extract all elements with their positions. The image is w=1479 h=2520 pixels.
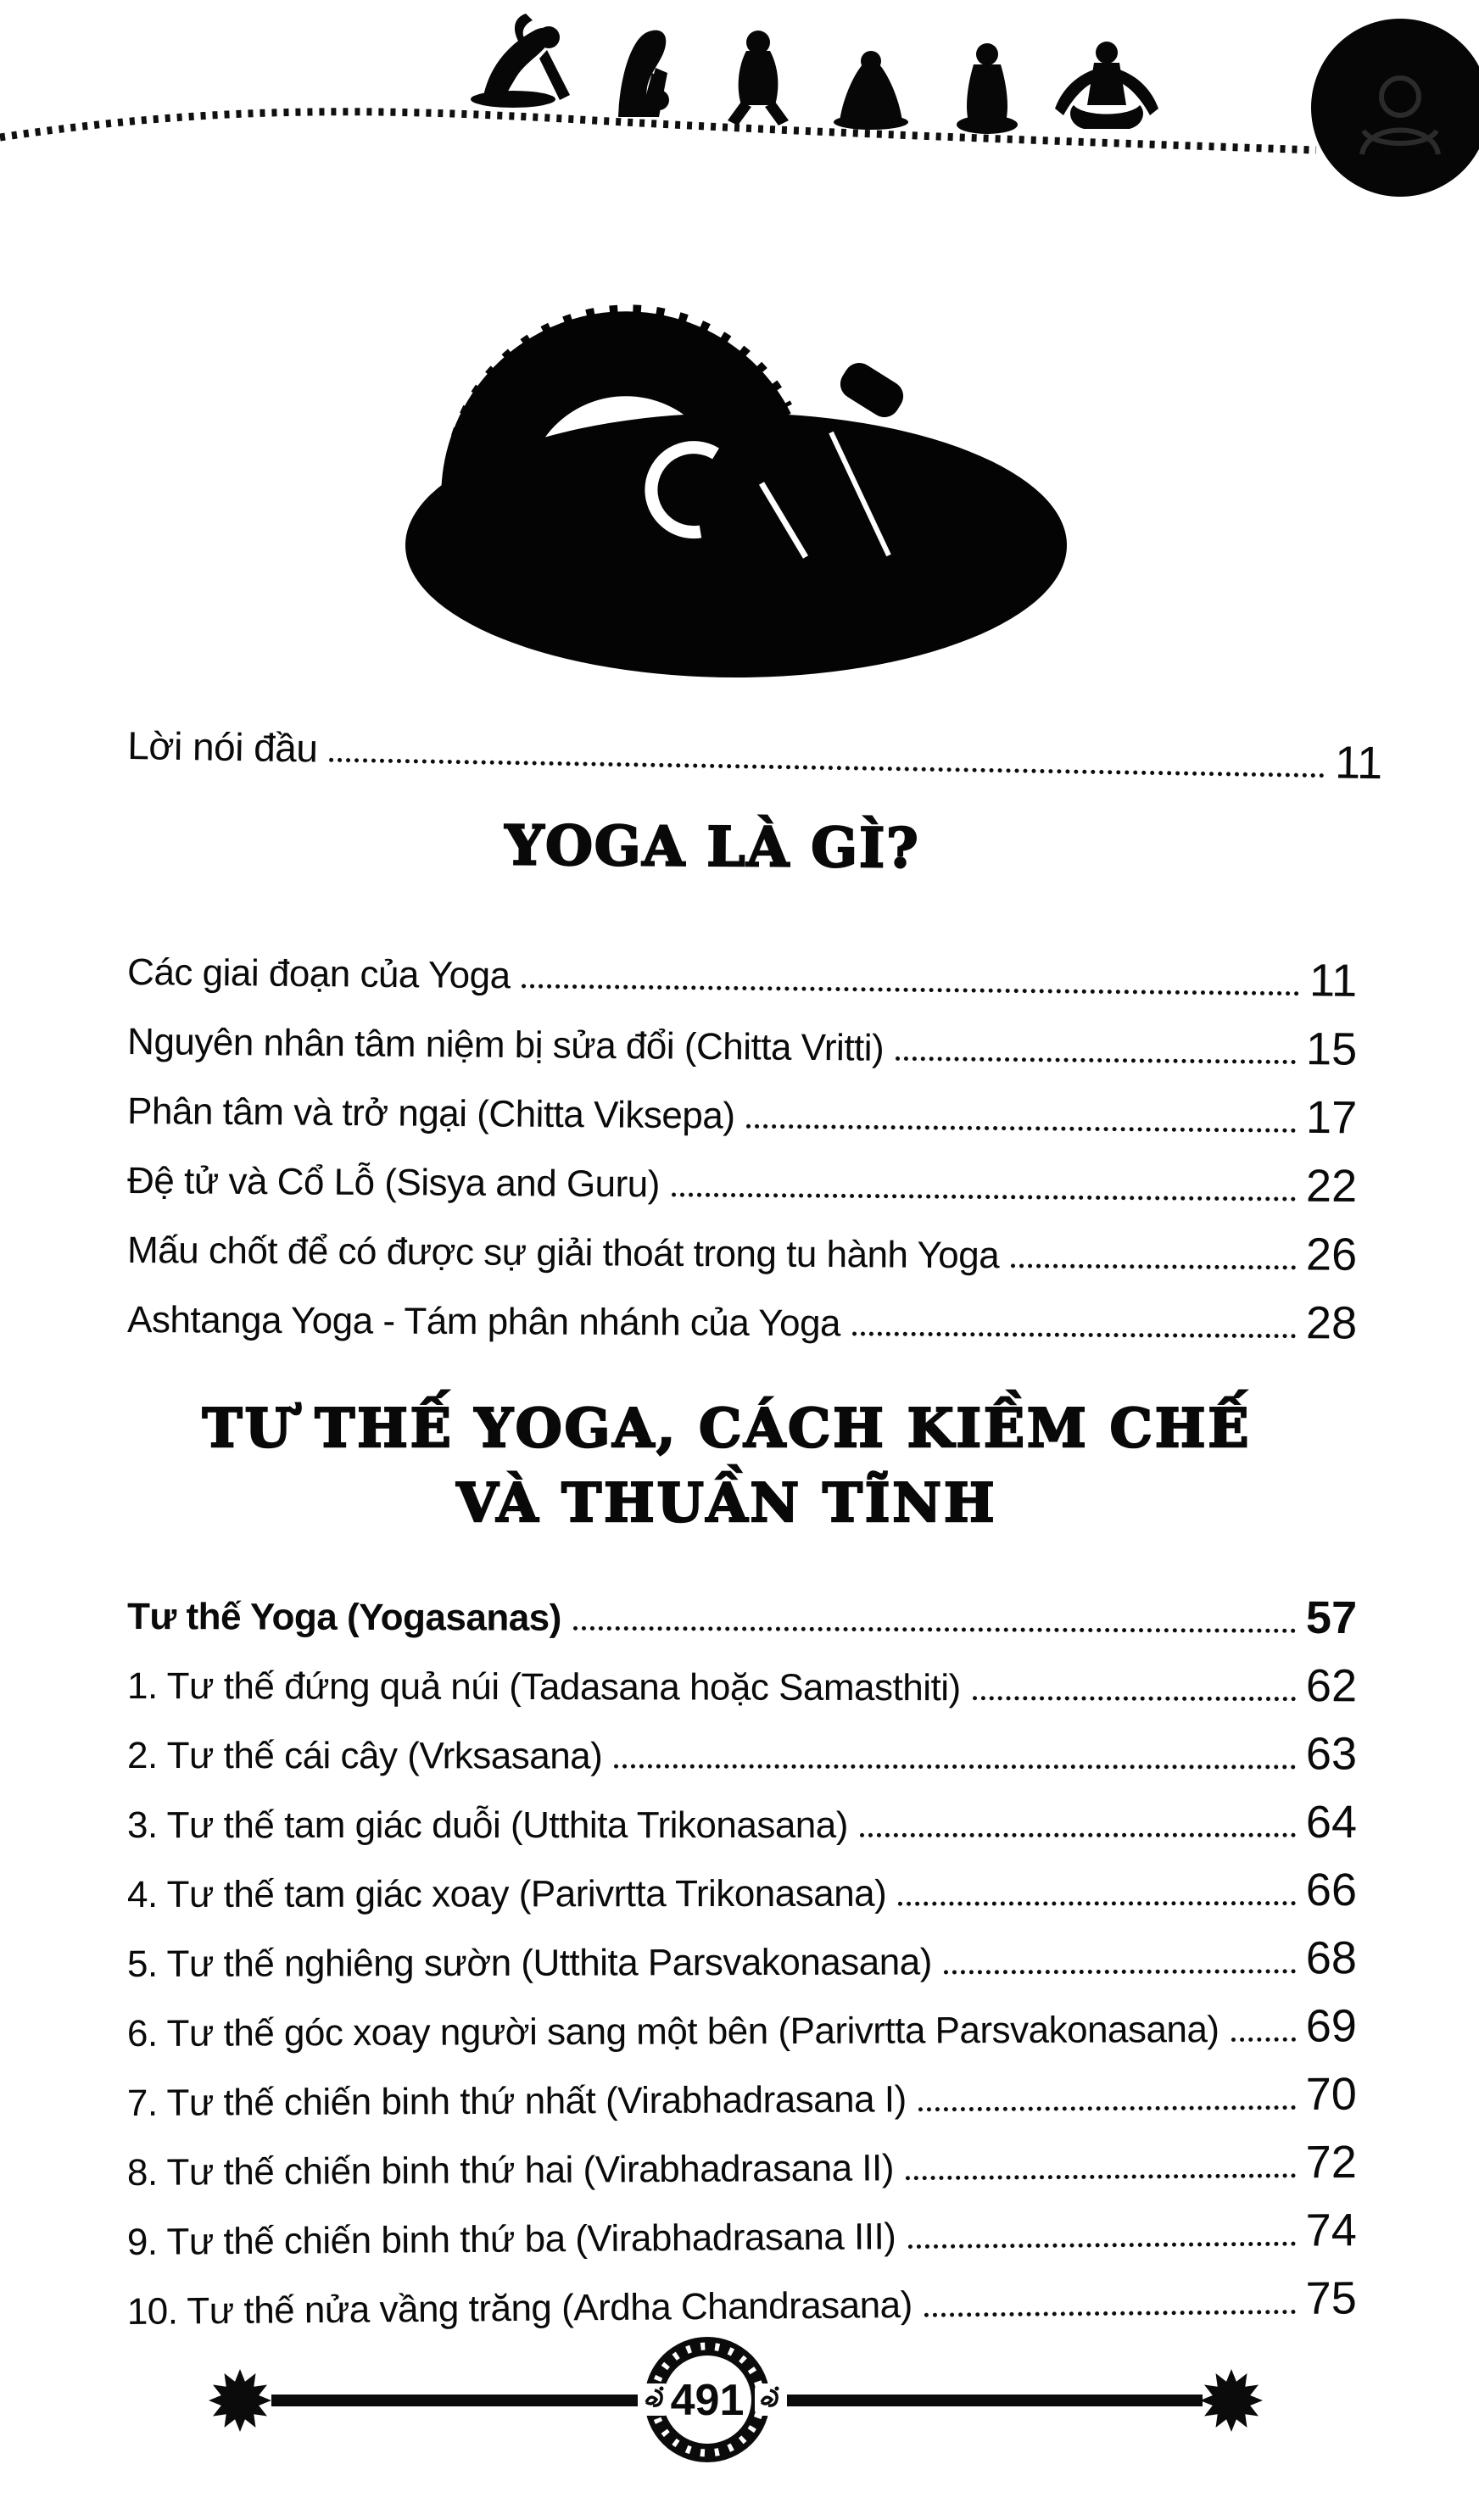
dotted-leader <box>672 1192 1296 1201</box>
toc-entry-label: Ashtanga Yoga - Tám phân nhánh của Yoga <box>126 1299 841 1345</box>
section-1-title: YOGA LÀ GÌ? <box>505 814 920 881</box>
toc-row <box>126 2056 1358 2124</box>
toc-entry-label: 8. Tư thế chiến binh thứ hai (Virabhadrasana II) <box>126 2147 895 2194</box>
toc-entry-page-number: 17 <box>1305 1091 1358 1144</box>
toc-row <box>126 1784 1358 1848</box>
dotted-leader <box>522 984 1299 995</box>
faint-meditator-icon <box>1311 19 1479 197</box>
dotted-leader <box>1011 1263 1296 1269</box>
toc-entry-label: 4. Tư thế tam giác xoay (Parivrtta Trikonasana) <box>126 1872 887 1915</box>
toc-row <box>126 1070 1358 1144</box>
footer-page-number: 491 <box>670 2376 745 2425</box>
toc-entry-label: Phân tâm và trở ngại (Chitta Viksepa) <box>126 1090 735 1137</box>
toc-entry-page-number: 74 <box>1305 2205 1358 2256</box>
toc-row <box>126 1714 1358 1780</box>
garland-squat-icon <box>728 31 789 125</box>
child-pose-icon <box>834 51 908 130</box>
toc-row <box>126 2260 1358 2333</box>
dotted-leader <box>329 758 1325 778</box>
page-number-medallion <box>638 2337 787 2462</box>
dotted-leader <box>614 1765 1296 1770</box>
dotted-leader <box>924 2310 1296 2317</box>
starburst-left-icon <box>209 2369 271 2432</box>
toc-entry-page-number: 70 <box>1305 2068 1358 2120</box>
yoga-pose-icon-strip <box>458 5 1187 145</box>
dotted-leader <box>852 1331 1296 1338</box>
toc-entry-page-number: 57 <box>1305 1592 1358 1644</box>
toc-entry-label: Các giai đoạn của Yoga <box>126 951 511 997</box>
standing-forward-fold-icon <box>618 31 669 117</box>
toc-row <box>126 1279 1358 1349</box>
lotus-meditation-icon <box>1055 42 1158 129</box>
om-seal-left-icon <box>638 2383 670 2416</box>
toc-row <box>126 705 1383 789</box>
kneeling-meditation-icon <box>957 43 1018 134</box>
footer-divider <box>0 2328 1479 2506</box>
toc-row <box>126 1920 1358 1985</box>
section-2-title-line-2: VÀ THUẦN TĨNH <box>456 1471 997 1534</box>
toc-row <box>126 1140 1358 1213</box>
toc-list-section-2 <box>126 1575 1358 2333</box>
toc-entry-page-number: 72 <box>1305 2136 1358 2188</box>
dotted-leader <box>973 1696 1296 1701</box>
dotted-leader <box>573 1626 1296 1633</box>
toc-row <box>126 1852 1358 1916</box>
yoga-figure-oval-emblem <box>397 276 1067 678</box>
toc-entry-page-number: 68 <box>1305 1932 1358 1984</box>
toc-row <box>126 1645 1358 1712</box>
toc-entry-label: 9. Tư thế chiến binh thứ ba (Virabhadrasana III) <box>126 2216 896 2263</box>
toc-entry-page-number: 11 <box>1334 737 1383 789</box>
toc-entry-label: 6. Tư thế góc xoay người sang một bên (Parivrtta Parsvakonasana) <box>126 2009 1219 2054</box>
toc-entry-label: Đệ tử và Cổ Lỗ (Sisya and Guru) <box>126 1160 661 1206</box>
meditation-circle-emblem <box>1311 19 1479 197</box>
toc-row <box>126 1001 1358 1075</box>
section-2-title-line-1: TƯ THẾ YOGA, CÁCH KIỀM CHẾ <box>202 1397 1252 1459</box>
toc-entry-label: Mấu chốt để có được sự giải thoát trong tu hành Yoga <box>126 1229 1000 1277</box>
footer-rule-right <box>770 2395 1203 2406</box>
toc-entry-label: 2. Tư thế cái cây (Vrksasana) <box>126 1735 603 1777</box>
dotted-leader <box>907 2242 1295 2249</box>
toc-entry-page-number: 15 <box>1305 1023 1358 1075</box>
starburst-right-icon <box>1200 2369 1263 2432</box>
toc-entry-page-number: 62 <box>1305 1660 1358 1712</box>
toc-entry-label: 3. Tư thế tam giác duỗi (Utthita Trikonasana) <box>126 1804 848 1846</box>
toc-entry-label: Lời nói đầu <box>126 723 318 771</box>
toc-row <box>126 931 1358 1006</box>
toc-entry-page-number: 64 <box>1305 1796 1358 1848</box>
toc-entry-label: Tư thế Yoga (Yogasanas) <box>126 1596 561 1639</box>
seated-forward-bend-icon <box>471 14 570 108</box>
toc-row <box>126 1209 1358 1280</box>
toc-entry-page-number: 63 <box>1305 1728 1358 1780</box>
toc-row <box>126 2124 1358 2194</box>
dotted-leader <box>906 2173 1296 2180</box>
toc-entry-label: 7. Tư thế chiến binh thứ nhất (Virabhadrasana I) <box>126 2078 907 2124</box>
om-seal-right-icon <box>755 2383 787 2416</box>
toc-entry-page-number: 26 <box>1305 1229 1358 1280</box>
toc-entry-page-number: 66 <box>1305 1864 1358 1916</box>
dotted-leader <box>896 1057 1296 1064</box>
toc-entry-label: 1. Tư thế đứng quả núi (Tadasana hoặc Samasthiti) <box>126 1665 961 1709</box>
toc-entry-page-number: 75 <box>1305 2272 1358 2324</box>
toc-row <box>126 1988 1358 2054</box>
footer-rule-left <box>271 2395 645 2406</box>
toc-row <box>126 1575 1358 1644</box>
dotted-leader <box>1231 2038 1296 2042</box>
toc-entry-page-number: 11 <box>1309 955 1358 1006</box>
toc-list-section-1 <box>126 931 1358 1349</box>
dotted-leader <box>944 1969 1296 1974</box>
toc-list-preface <box>126 705 1383 789</box>
toc-entry-page-number: 69 <box>1305 2000 1358 2052</box>
toc-entry-label: Nguyên nhân tâm niệm bị sửa đổi (Chitta Vritti) <box>126 1021 885 1069</box>
toc-row <box>126 2192 1358 2263</box>
dotted-leader <box>918 2105 1296 2111</box>
toc-entry-label: 5. Tư thế nghiêng sườn (Utthita Parsvakonasana) <box>126 1941 932 1985</box>
section-2-title <box>0 1391 1479 1540</box>
dotted-leader <box>860 1833 1296 1837</box>
dotted-leader <box>746 1124 1296 1133</box>
toc-entry-page-number: 28 <box>1305 1297 1358 1349</box>
toc-entry-page-number: 22 <box>1305 1160 1358 1213</box>
toc-entry-label: 10. Tư thế nửa vầng trăng (Ardha Chandrasana) <box>126 2283 913 2333</box>
dotted-leader <box>898 1901 1296 1906</box>
